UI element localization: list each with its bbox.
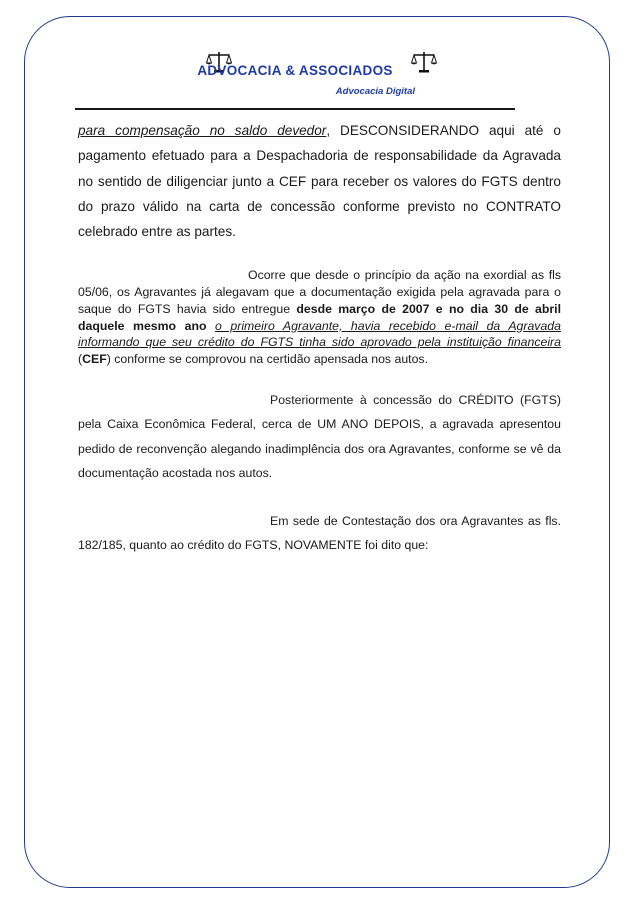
paragraph-4 — [78, 509, 561, 558]
firm-name: ADVOCACIA & ASSOCIADOS — [197, 63, 393, 78]
paragraph-3 — [78, 388, 561, 486]
paragraph-text: Ocorre que desde o princípio da ação na exordial as fls 05/06, os Agravantes já alegavam que a documentação exigida pela agravada para o saque do FGTS havia sido entregue — [78, 268, 561, 316]
document-body — [78, 118, 561, 558]
bold-text: CEF — [82, 352, 107, 366]
paragraph-1 — [78, 118, 561, 244]
letterhead — [75, 50, 515, 112]
paragraph-text: Posteriormente à concessão do CRÉDITO (FGTS) pela Caixa Econômica Federal, cerca de UM ANO DEPOIS, a agravada apresentou pedido de reconvenção alegando inadimplência dos ora Agravantes, conforme se vê da documentação acostada nos autos. — [78, 392, 561, 481]
header-divider — [75, 108, 515, 110]
emphasis-text: o primeiro Agravante, havia recebido e-mail da Agravada informando que seu crédito do FGTS tinha sido aprovado pela instituição financeira — [78, 318, 561, 350]
firm-subtitle: Advocacia Digital — [335, 86, 415, 97]
emphasis-text: para compensação no saldo devedor — [78, 123, 327, 138]
bold-text: desde março de 2007 e no dia 30 de abril daquele mesmo ano — [78, 301, 561, 333]
paragraph-text: Em sede de Contestação dos ora Agravantes as fls. 182/185, quanto ao crédito do FGTS, NOVAMENTE foi dito que: — [78, 513, 561, 553]
paragraph-2: Ocorre que desde o princípio da ação na exordial as fls 05/06, os Agravantes já alegavam que a documentação exigida pela agravada para o saque do FGTS havia sido entregue desde março de 2007 e no dia 30 de abril daquele mesmo ano o primeiro Agravante, havia recebido e-mail da Agravada informando que seu crédito do FGTS tinha sido aprovado pela instituição financeira (CEF) conforme se comprovou na certidão apensada nos autos. — [78, 268, 561, 366]
paragraph-text: , DESCONSIDERANDO aqui até o pagamento efetuado para a Despachadoria de responsabilidade da Agravada no sentido de diligenciar junto a CEF para receber os valores do FGTS dentro do prazo válido na carta de concessão conforme previsto no CONTRATO celebrado entre as partes. — [78, 123, 561, 240]
